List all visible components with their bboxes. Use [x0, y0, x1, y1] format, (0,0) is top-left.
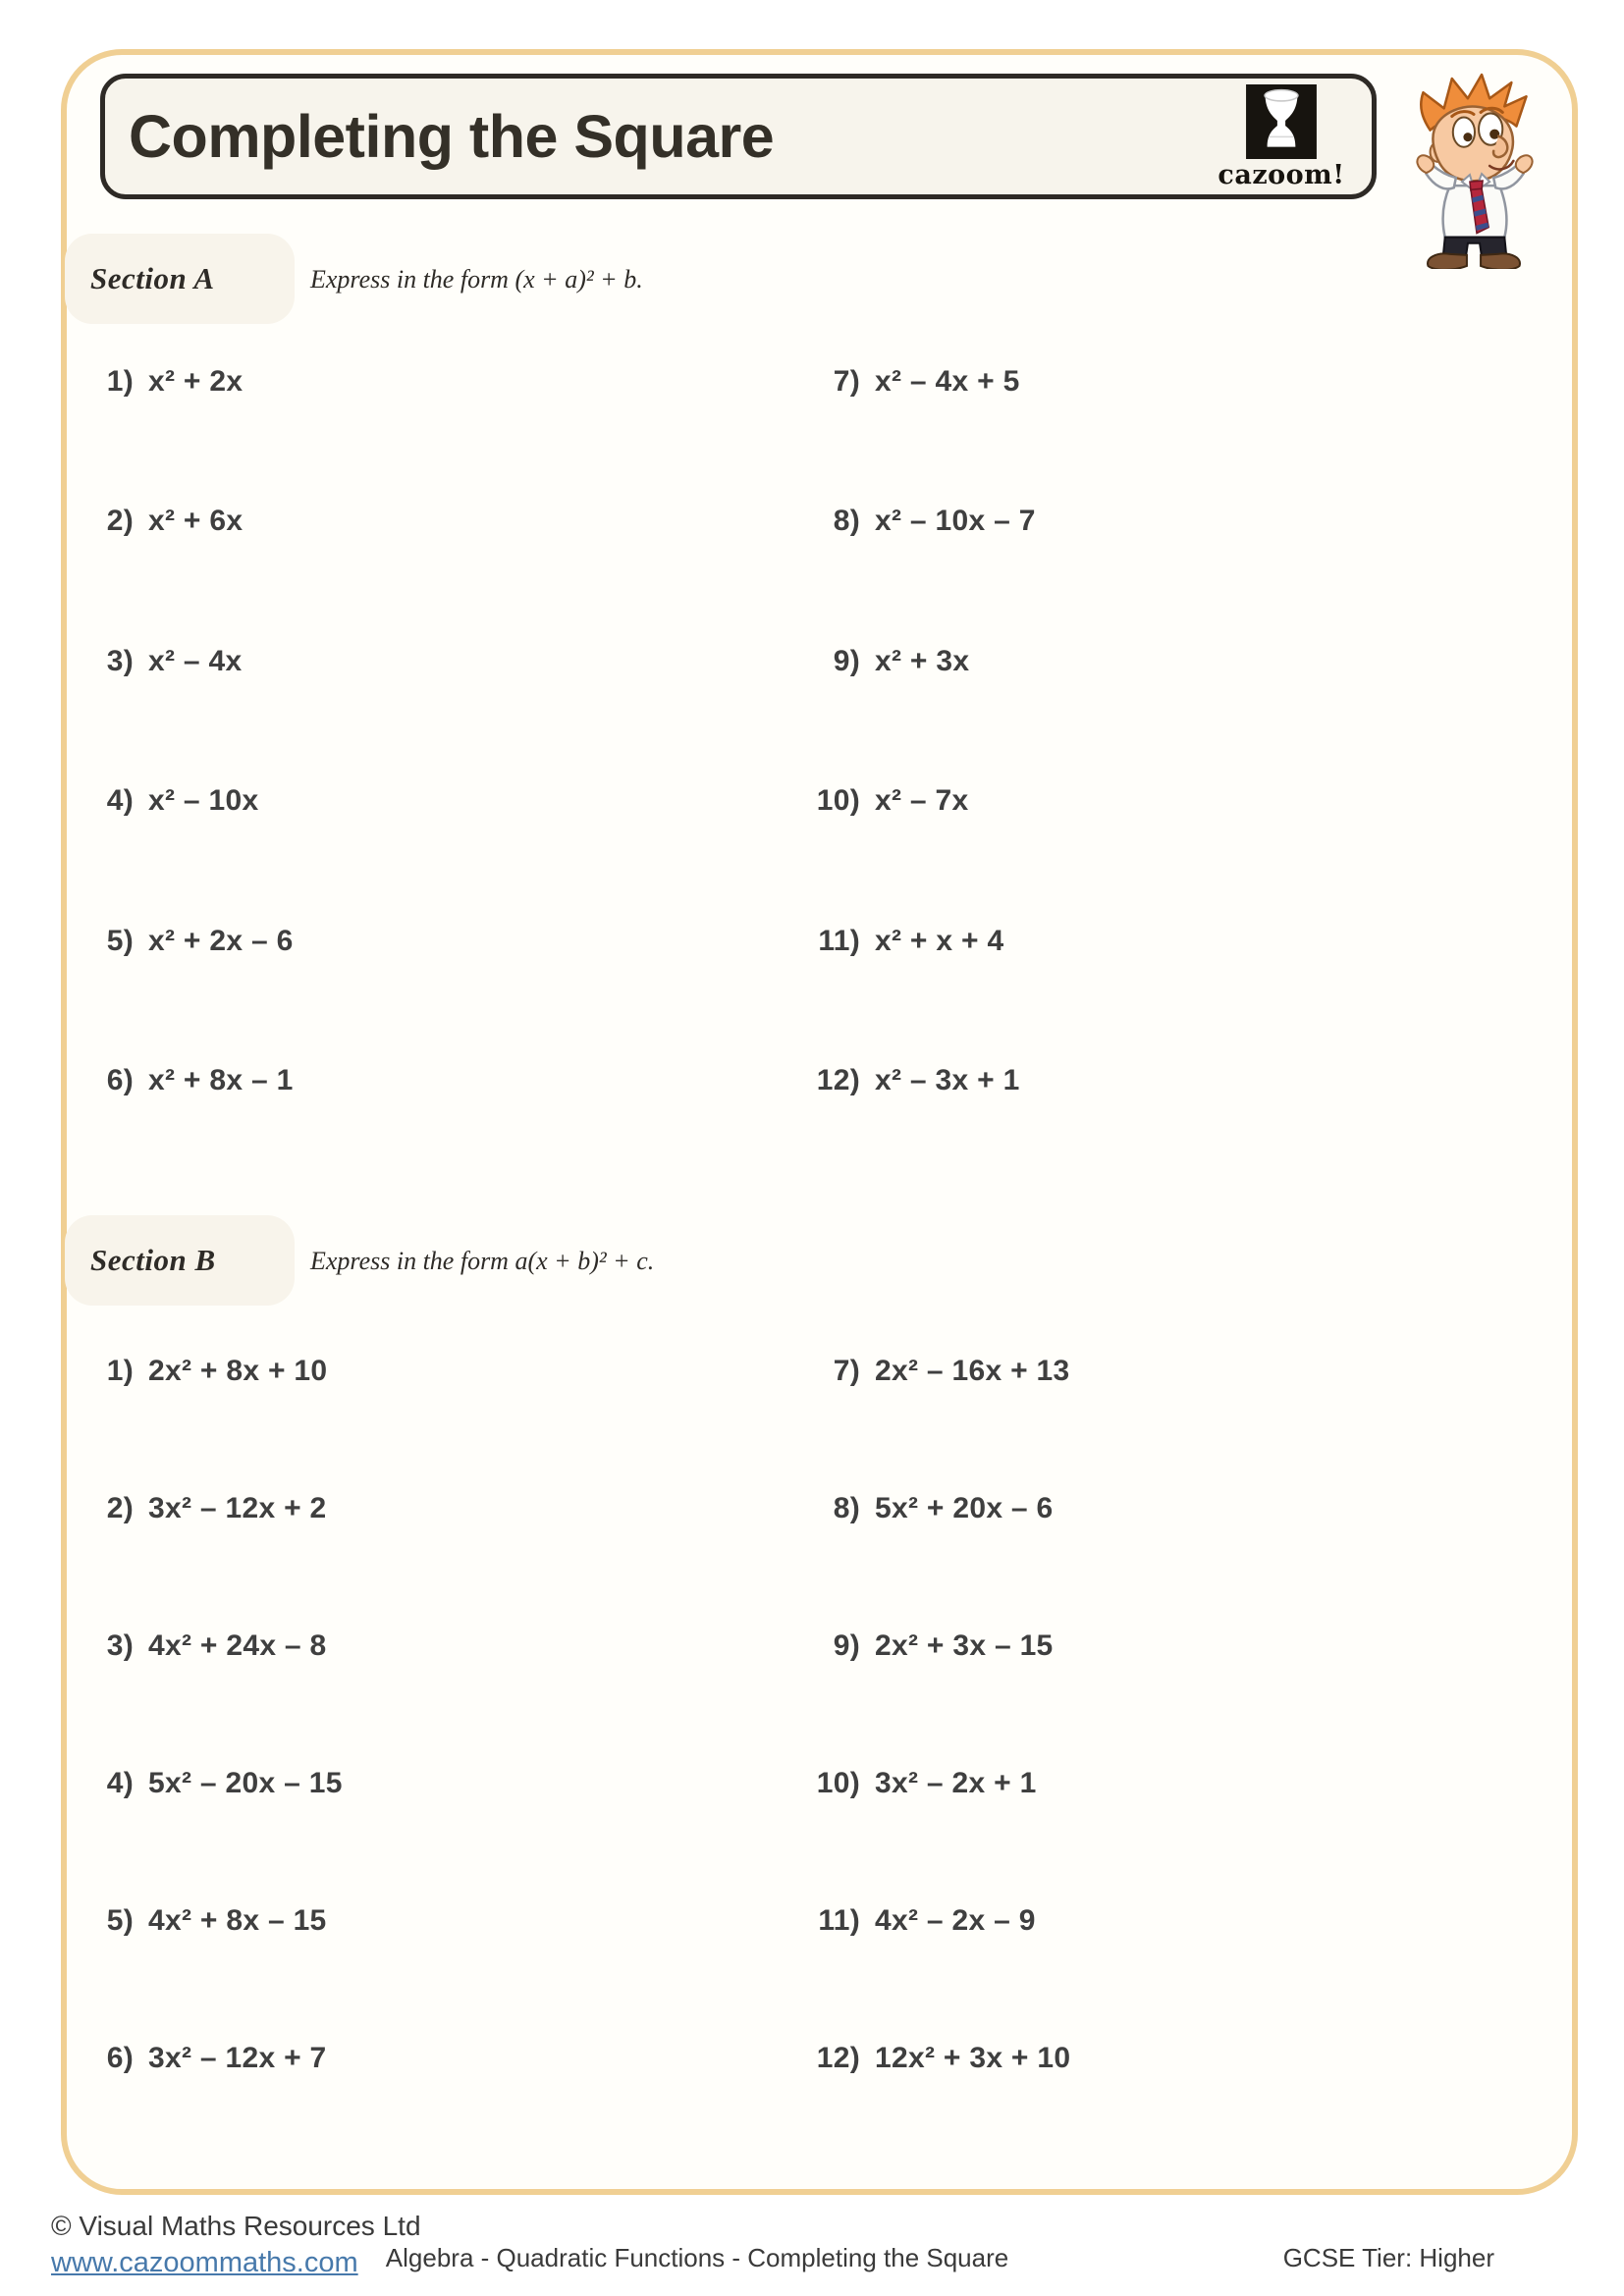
problem-expression: x² + 6x — [148, 505, 244, 537]
problem-expression: 4x² + 8x – 15 — [148, 1904, 327, 1937]
section-a-label-box — [65, 234, 295, 324]
cazoom-logo — [1216, 84, 1347, 190]
problem-b10 — [805, 1767, 1037, 1800]
problem-a2 — [79, 505, 243, 538]
section-b-instruction: Express in the form a(x + b)² + c. — [310, 1247, 655, 1275]
problem-a4 — [79, 784, 258, 818]
problem-b6 — [79, 2042, 327, 2075]
title-bar — [100, 74, 1377, 199]
problem-number: 8) — [833, 1492, 860, 1524]
problem-number: 5) — [106, 1904, 134, 1937]
problem-a11 — [805, 925, 1003, 958]
problem-b11 — [805, 1904, 1036, 1938]
problem-expression: x² – 7x — [875, 784, 969, 817]
problem-number: 12) — [816, 2042, 860, 2074]
problem-number: 8) — [833, 505, 860, 537]
problem-a9 — [805, 645, 969, 678]
problem-expression: 3x² – 2x + 1 — [875, 1767, 1037, 1799]
problem-expression: x² – 3x + 1 — [875, 1064, 1020, 1096]
section-b-label: Section B — [90, 1243, 216, 1277]
problem-b3 — [79, 1629, 327, 1663]
problem-expression: 2x² – 16x + 13 — [875, 1355, 1070, 1387]
footer-topic: Algebra - Quadratic Functions - Completing the Square — [385, 2243, 1009, 2272]
problem-number: 7) — [833, 1355, 860, 1387]
footer-tier: GCSE Tier: Higher — [1282, 2243, 1494, 2272]
problem-number: 10) — [816, 784, 860, 817]
problem-number: 1) — [106, 1355, 134, 1387]
problem-a5 — [79, 925, 294, 958]
problem-expression: 5x² – 20x – 15 — [148, 1767, 343, 1799]
problem-b7 — [805, 1355, 1070, 1388]
problem-b8 — [805, 1492, 1054, 1525]
problem-number: 11) — [818, 925, 860, 957]
problem-expression: x² + 2x — [148, 365, 244, 398]
problem-b12 — [805, 2042, 1070, 2075]
problem-expression: 5x² + 20x – 6 — [875, 1492, 1054, 1524]
page-title: Completing the Square — [129, 103, 775, 170]
problem-b5 — [79, 1904, 327, 1938]
problem-number: 3) — [106, 1629, 134, 1662]
problem-a6 — [79, 1064, 294, 1097]
problem-expression: 2x² + 3x – 15 — [875, 1629, 1054, 1662]
problem-expression: x² – 4x + 5 — [875, 365, 1020, 398]
problem-a1 — [79, 365, 243, 399]
problem-expression: x² – 10x — [148, 784, 259, 817]
problem-number: 11) — [818, 1904, 860, 1937]
problem-expression: 2x² + 8x + 10 — [148, 1355, 328, 1387]
problem-expression: 4x² – 2x – 9 — [875, 1904, 1036, 1937]
problem-number: 6) — [106, 1064, 134, 1096]
problem-expression: x² – 10x – 7 — [875, 505, 1036, 537]
problem-number: 9) — [833, 1629, 860, 1662]
problem-a12 — [805, 1064, 1020, 1097]
problem-expression: x² + 8x – 1 — [148, 1064, 294, 1096]
problem-a10 — [805, 784, 969, 818]
problem-a8 — [805, 505, 1036, 538]
problem-expression: x² + x + 4 — [875, 925, 1004, 957]
problem-b1 — [79, 1355, 327, 1388]
website-link[interactable]: www.cazoommaths.com — [51, 2247, 358, 2278]
logo-text: cazoom! — [1218, 160, 1345, 190]
section-a-instruction: Express in the form (x + a)² + b. — [310, 265, 643, 294]
boy-mascot — [1414, 71, 1534, 269]
problem-number: 4) — [106, 784, 134, 817]
drum-icon — [1216, 84, 1347, 159]
problem-number: 3) — [106, 645, 134, 677]
problem-expression: 12x² + 3x + 10 — [875, 2042, 1071, 2074]
section-a-label: Section A — [90, 261, 215, 295]
problem-expression: x² + 2x – 6 — [148, 925, 294, 957]
problem-number: 9) — [833, 645, 860, 677]
problem-expression: 4x² + 24x – 8 — [148, 1629, 327, 1662]
section-b-label-box — [65, 1215, 295, 1306]
problem-a7 — [805, 365, 1020, 399]
problem-number: 4) — [106, 1767, 134, 1799]
problem-number: 10) — [816, 1767, 860, 1799]
problem-expression: x² + 3x — [875, 645, 970, 677]
problem-number: 6) — [106, 2042, 134, 2074]
problem-b9 — [805, 1629, 1054, 1663]
problem-number: 5) — [106, 925, 134, 957]
copyright-text: © Visual Maths Resources Ltd — [51, 2211, 421, 2241]
problem-b2 — [79, 1492, 327, 1525]
problem-number: 12) — [816, 1064, 860, 1096]
problem-expression: 3x² – 12x + 2 — [148, 1492, 327, 1524]
problem-a3 — [79, 645, 243, 678]
problem-number: 2) — [106, 505, 134, 537]
problem-number: 1) — [106, 365, 134, 398]
problem-b4 — [79, 1767, 343, 1800]
problem-number: 7) — [833, 365, 860, 398]
problem-expression: 3x² – 12x + 7 — [148, 2042, 327, 2074]
problem-expression: x² – 4x — [148, 645, 243, 677]
problem-number: 2) — [106, 1492, 134, 1524]
